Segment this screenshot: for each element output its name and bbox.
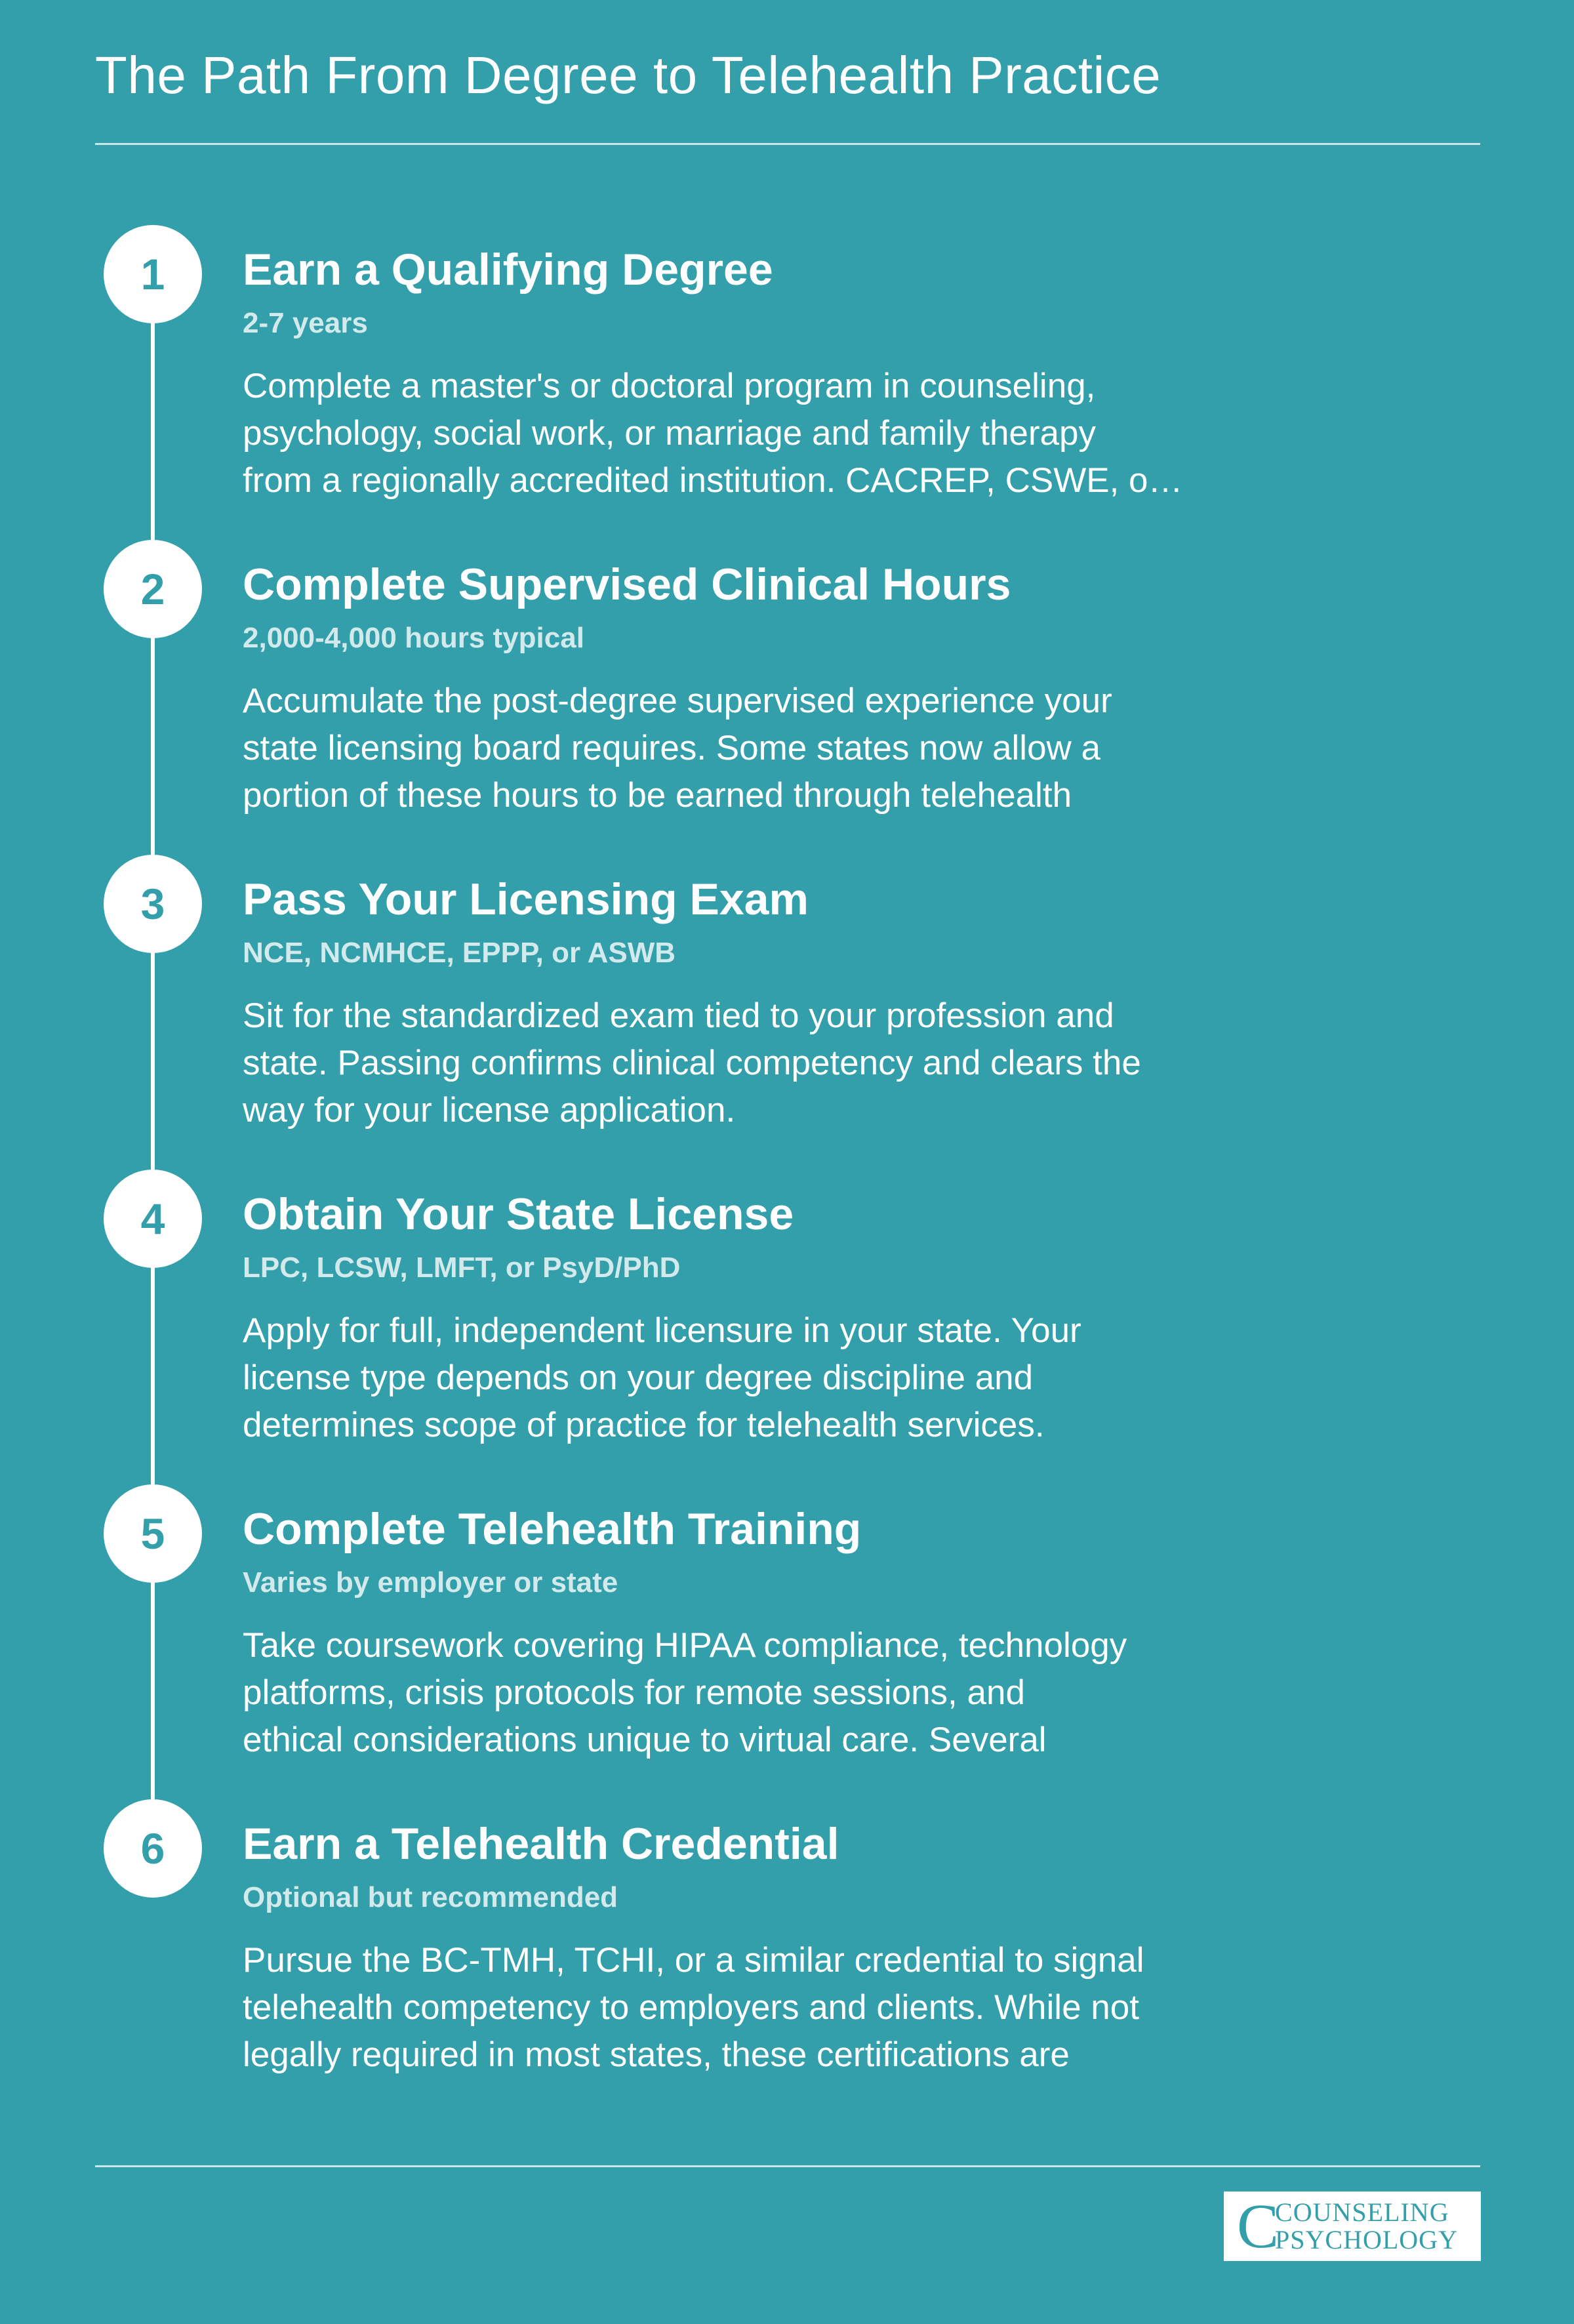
step-number-badge: 3 — [104, 855, 202, 953]
step-description-line: platforms, crisis protocols for remote sessions, and — [243, 1673, 1025, 1712]
head-profile-icon: C — [1237, 2191, 1280, 2261]
step-2 — [0, 540, 1574, 855]
logo-wordmark — [1275, 2199, 1458, 2254]
step-description-line: portion of these hours to be earned through telehealth — [243, 776, 1072, 815]
step-description — [243, 1937, 1266, 2079]
step-description-line: state licensing board requires. Some states now allow a — [243, 729, 1101, 767]
step-description-line: way for your license application. — [243, 1091, 736, 1130]
step-4 — [0, 1170, 1574, 1484]
step-3 — [0, 855, 1574, 1170]
logo-line-1: COUNSELING — [1275, 2197, 1449, 2227]
step-description-line: legally required in most states, these certifications are — [243, 2035, 1070, 2074]
step-description-line: determines scope of practice for telehealth services. — [243, 1406, 1045, 1444]
step-description — [243, 1622, 1266, 1764]
counseling-psychology-logo — [1224, 2191, 1481, 2261]
step-description-line: from a regionally accredited institution. CACREP, CSWE, o… — [243, 461, 1183, 500]
step-duration: Varies by employer or state — [243, 1566, 618, 1599]
step-title: Earn a Qualifying Degree — [243, 245, 773, 295]
step-description-line: Pursue the BC-TMH, TCHI, or a similar credential to signal — [243, 1941, 1144, 1980]
step-6 — [0, 1799, 1574, 2114]
step-description-line: Take coursework covering HIPAA compliance, technology — [243, 1626, 1127, 1665]
step-description-line: Sit for the standardized exam tied to your profession and — [243, 996, 1114, 1035]
step-duration: 2-7 years — [243, 307, 368, 339]
step-number-badge: 2 — [104, 540, 202, 638]
header-divider — [95, 143, 1480, 145]
step-number-badge: 6 — [104, 1799, 202, 1898]
step-duration: NCE, NCMHCE, EPPP, or ASWB — [243, 937, 676, 969]
step-title: Complete Supervised Clinical Hours — [243, 560, 1011, 609]
step-description — [243, 992, 1266, 1134]
step-title: Complete Telehealth Training — [243, 1504, 862, 1554]
step-title: Earn a Telehealth Credential — [243, 1819, 839, 1869]
step-title: Obtain Your State License — [243, 1189, 794, 1239]
logo-line-2: PSYCHOLOGY — [1275, 2225, 1458, 2254]
step-5 — [0, 1484, 1574, 1799]
step-description-line: Accumulate the post-degree supervised experience your — [243, 682, 1112, 720]
step-duration: Optional but recommended — [243, 1881, 618, 1913]
step-description — [243, 1307, 1266, 1449]
step-title: Pass Your Licensing Exam — [243, 874, 809, 924]
step-description-line: state. Passing confirms clinical competency and clears the — [243, 1044, 1141, 1082]
step-1 — [0, 225, 1574, 540]
step-description-line: Complete a master's or doctoral program in counseling, — [243, 367, 1096, 405]
step-description-line: license type depends on your degree discipline and — [243, 1358, 1034, 1397]
step-duration: LPC, LCSW, LMFT, or PsyD/PhD — [243, 1252, 681, 1284]
page-title: The Path From Degree to Telehealth Practice — [95, 46, 1161, 104]
step-description-line: psychology, social work, or marriage and family therapy — [243, 414, 1097, 453]
step-description-line: telehealth competency to employers and clients. While not — [243, 1988, 1139, 2027]
footer-divider — [95, 2165, 1480, 2167]
step-duration: 2,000-4,000 hours typical — [243, 622, 584, 654]
step-description — [243, 678, 1266, 819]
step-number-badge: 1 — [104, 225, 202, 323]
step-description-line: Apply for full, independent licensure in your state. Your — [243, 1311, 1081, 1350]
step-number-badge: 5 — [104, 1484, 202, 1583]
step-number-badge: 4 — [104, 1170, 202, 1268]
step-description — [243, 363, 1266, 504]
step-description-line: ethical considerations unique to virtual care. Several — [243, 1721, 1047, 1759]
